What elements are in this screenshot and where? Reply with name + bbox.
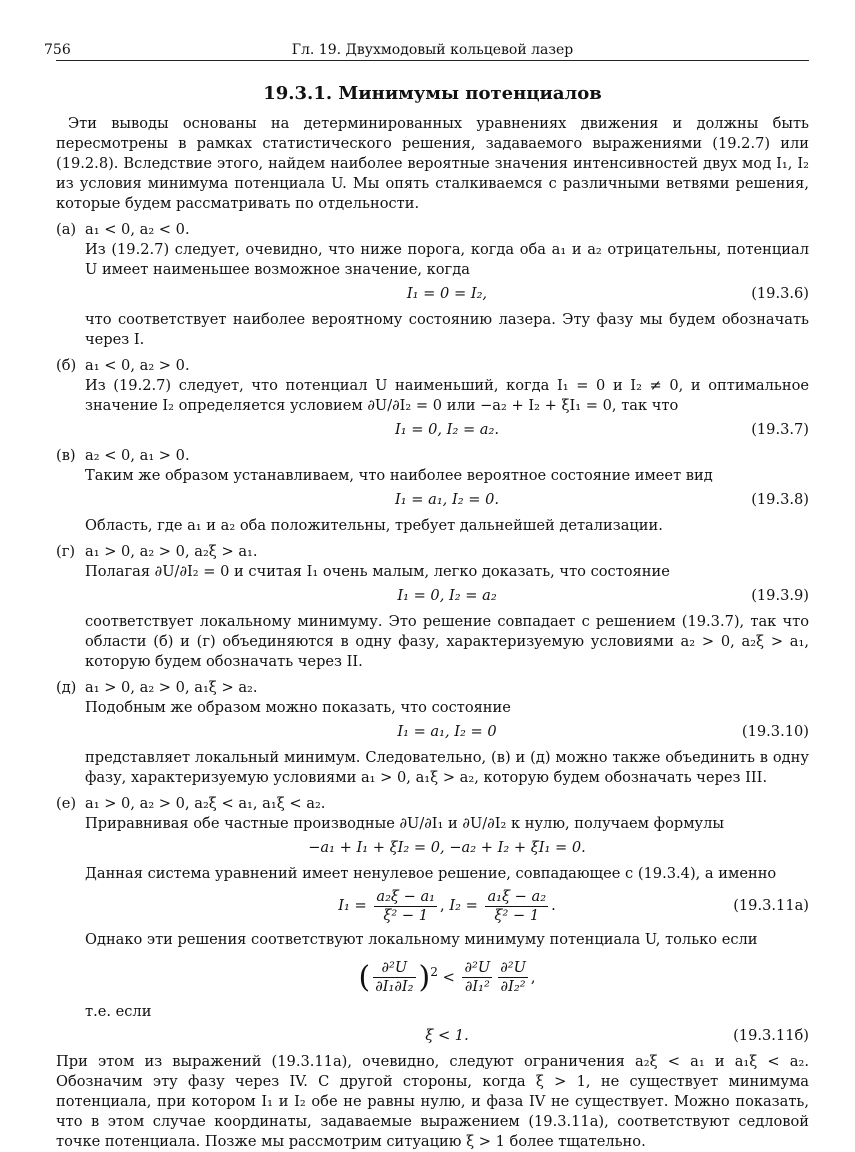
equation-number: (19.3.11а) <box>733 897 809 914</box>
equation-number: (19.3.7) <box>751 421 809 438</box>
denominator: ∂I₁² <box>464 978 490 996</box>
comma: , <box>530 968 536 986</box>
denominator: ξ² − 1 <box>494 906 540 924</box>
case-e <box>56 794 809 1046</box>
case-text: представляет локальный минимум. Следовательно, (в) и (д) можно также объединить в одну фазу, характеризуемую условиями a₁ > 0, a₁ξ > a₂, которую будем обозначать через III. <box>85 749 809 786</box>
equation-lhs: I₁ = <box>338 897 367 914</box>
fraction <box>485 888 548 925</box>
numerator: ∂²U <box>464 959 491 977</box>
case-d <box>56 678 809 788</box>
equation-body: I₁ = 0, I₂ = a₂. <box>395 421 499 438</box>
inequality <box>85 952 809 998</box>
case-text: Приравнивая обе частные производные ∂U/∂I₁ и ∂U/∂I₂ к нулю, получаем формулы <box>85 815 725 832</box>
case-text: Из (19.2.7) следует, что потенциал U наименьший, когда I₁ = 0 и I₂ ≠ 0, и оптимальное значение I₂ определяется условием ∂U/∂I₂ = 0 или −a₂ + I₂ + ξI₁ = 0, так что <box>85 377 809 414</box>
left-paren: ( <box>358 959 371 995</box>
case-label: (е) <box>56 795 77 812</box>
case-label: (в) <box>56 447 76 464</box>
equation-body: −a₁ + I₁ + ξI₂ = 0, −a₂ + I₂ + ξI₁ = 0. <box>308 839 586 856</box>
case-g <box>56 542 809 672</box>
equation-number: (19.3.10) <box>741 723 809 740</box>
chapter-title: Гл. 19. Двухмодовый кольцевой лазер <box>291 42 574 58</box>
case-condition: a₁ > 0, a₂ > 0, a₂ξ > a₁. <box>85 543 258 560</box>
case-condition: a₁ < 0, a₂ > 0. <box>85 357 190 374</box>
less-than: < <box>442 968 455 986</box>
equation-body: I₁ = 0, I₂ = a₂ <box>397 587 497 604</box>
equation-number: (19.3.6) <box>751 285 809 302</box>
case-condition: a₁ < 0, a₂ < 0. <box>85 221 190 238</box>
fraction <box>374 888 437 925</box>
case-text: т.е. если <box>85 1002 152 1020</box>
fraction <box>462 959 492 996</box>
case-condition: a₁ > 0, a₂ > 0, a₁ξ > a₂. <box>85 679 258 696</box>
denominator: ∂I₁∂I₂ <box>375 978 414 996</box>
case-a <box>56 220 809 350</box>
equation <box>85 1026 809 1046</box>
denominator: ∂I₂² <box>500 978 526 996</box>
equation-body: I₁ = a₁, I₂ = 0 <box>397 723 497 740</box>
equation-body: I₁ = a₁, I₂ = 0. <box>395 491 499 508</box>
equation-number: (19.3.11б) <box>733 1026 809 1044</box>
case-v <box>56 446 809 536</box>
numerator: a₂ξ − a₁ <box>376 887 436 905</box>
case-text: Данная система уравнений имеет ненулевое решение, совпадающее с (19.3.4), а именно <box>85 865 777 882</box>
equation-number: (19.3.8) <box>751 491 809 508</box>
page-number: 756 <box>44 42 71 58</box>
equation <box>85 490 809 510</box>
numerator: ∂²U <box>373 959 415 978</box>
case-text: Из (19.2.7) следует, очевидно, что ниже порога, когда оба a₁ и a₂ отрицательны, потенциал U имеет наименьшее возможное значение, когда <box>85 241 809 278</box>
right-paren: ) <box>418 959 431 995</box>
equation <box>85 586 809 606</box>
equation <box>85 284 809 304</box>
equation <box>85 722 809 742</box>
equation <box>85 420 809 440</box>
case-label: (б) <box>56 357 77 374</box>
section-title: 19.3.1. Минимумы потенциалов <box>263 83 602 104</box>
case-text: Таким же образом устанавливаем, что наиболее вероятное состояние имеет вид <box>85 467 713 484</box>
case-label: (д) <box>56 679 77 696</box>
case-label: (а) <box>56 221 77 238</box>
fraction <box>498 959 528 996</box>
intro-paragraph: Эти выводы основаны на детерминированных уравнениях движения и должны быть пересмотрены в рамках статистического решения, задаваемого выражениями (19.2.7) или (19.2.8). Вследствие этого, найдем наиболее вероятные значения интенсивностей двух мод I₁, I₂ из условия минимума потенциала U. Мы опять сталкиваемся с различными ветвями решения, которые будем рассматривать по отдельности. <box>56 115 809 212</box>
equation-fractions <box>85 886 809 926</box>
equation-lhs: I₂ = <box>449 897 478 914</box>
numerator: a₁ξ − a₂ <box>487 887 547 905</box>
exponent: 2 <box>430 965 438 979</box>
equation <box>85 838 809 858</box>
case-text: что соответствует наиболее вероятному состоянию лазера. Эту фазу мы будем обозначать через I. <box>85 311 809 348</box>
equation-body: ξ < 1. <box>425 1026 469 1044</box>
conclusion-paragraph: При этом из выражений (19.3.11а), очевидно, следуют ограничения a₂ξ < a₁ и a₁ξ < a₂. Обозначим эту фазу через IV. С другой стороны, когда ξ > 1, не существует минимума потенциала, при котором I₁ и I₂ обе не равны нулю, и фаза IV не существует. Можно показать, что в этом случае координаты, задаваемые выражением (19.3.11а), соответствуют седловой точке потенциала. Позже мы рассмотрим ситуацию ξ > 1 более тщательно. <box>56 1052 809 1150</box>
case-text: Область, где a₁ и a₂ оба положительны, требует дальнейшей детализации. <box>85 517 663 534</box>
numerator: ∂²U <box>500 959 526 977</box>
denominator: ξ² − 1 <box>383 906 429 924</box>
case-text: Однако эти решения соответствуют локальному минимуму потенциала U, только если <box>85 931 758 948</box>
case-text: Полагая ∂U/∂I₂ = 0 и считая I₁ очень малым, легко доказать, что состояние <box>85 563 670 580</box>
page <box>44 38 809 1152</box>
separator: , <box>440 897 450 914</box>
fraction <box>373 959 415 996</box>
case-condition: a₂ < 0, a₁ > 0. <box>85 447 190 464</box>
case-text: соответствует локальному минимуму. Это решение совпадает с решением (19.3.7), так что области (б) и (г) объединяются в одну фазу, характеризуемую условиями a₂ > 0, a₂ξ > a₁, которую будем обозначать через II. <box>85 613 809 670</box>
running-header <box>44 38 809 61</box>
case-condition: a₁ > 0, a₂ > 0, a₂ξ < a₁, a₁ξ < a₂. <box>85 795 326 812</box>
period: . <box>551 897 556 914</box>
equation-body: I₁ = 0 = I₂, <box>406 285 488 302</box>
case-text: Подобным же образом можно показать, что состояние <box>85 699 511 716</box>
equation-number: (19.3.9) <box>751 587 809 604</box>
case-b <box>56 356 809 440</box>
case-label: (г) <box>56 543 76 560</box>
